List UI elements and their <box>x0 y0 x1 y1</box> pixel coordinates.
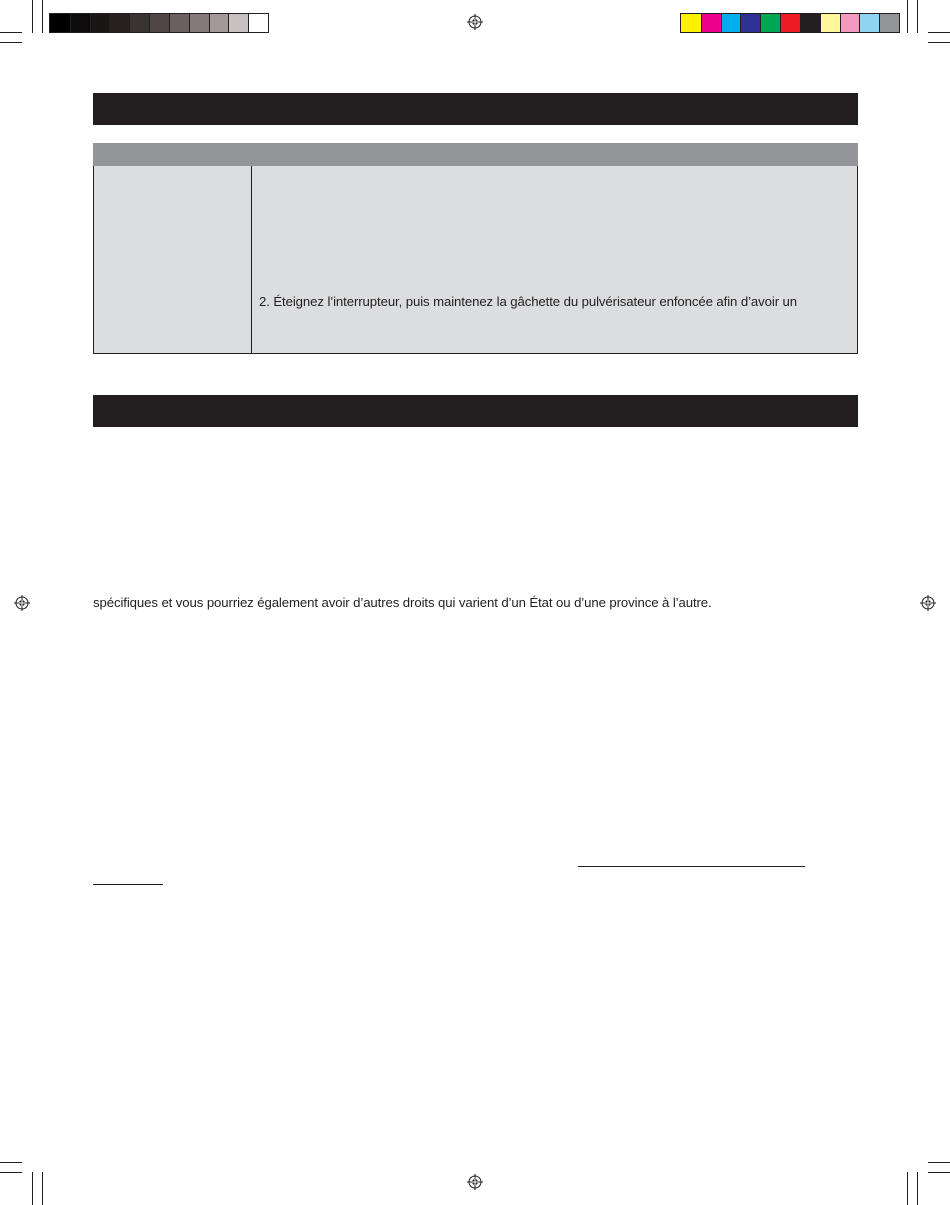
color-swatch <box>70 14 90 32</box>
color-swatch <box>90 14 110 32</box>
crop-mark <box>928 42 950 43</box>
color-swatch <box>209 14 229 32</box>
registration-target-icon <box>467 14 483 30</box>
crop-mark <box>0 42 22 43</box>
section-header-bar <box>93 93 858 125</box>
table-column-divider <box>251 166 252 353</box>
crop-mark <box>928 1172 950 1173</box>
crop-mark <box>917 0 918 33</box>
color-swatch <box>740 14 760 32</box>
link-underline[interactable] <box>93 884 163 885</box>
crop-mark <box>42 0 43 33</box>
troubleshooting-step-2: 2. Éteignez l’interrupteur, puis maintenez la gâchette du pulvérisateur enfoncée afin d’avoir un <box>259 294 798 309</box>
section-header-bar <box>93 395 858 427</box>
crop-mark <box>907 0 908 33</box>
troubleshooting-table <box>93 166 858 354</box>
crop-mark <box>0 1162 22 1163</box>
warranty-rights-text: spécifiques et vous pourriez également avoir d’autres droits qui varient d’un État ou d’une province à l’autre. <box>93 595 712 610</box>
crop-mark <box>0 1172 22 1173</box>
color-swatch <box>780 14 800 32</box>
color-swatch <box>879 14 899 32</box>
registration-target-icon <box>14 595 30 611</box>
registration-target-icon <box>920 595 936 611</box>
process-color-bar <box>680 13 900 33</box>
grayscale-color-bar <box>49 13 269 33</box>
color-swatch <box>721 14 741 32</box>
crop-mark <box>0 32 22 33</box>
crop-mark <box>928 32 950 33</box>
color-swatch <box>859 14 879 32</box>
registration-target-icon <box>467 1174 483 1190</box>
color-swatch <box>109 14 129 32</box>
color-swatch <box>129 14 149 32</box>
color-swatch <box>840 14 860 32</box>
crop-mark <box>32 0 33 33</box>
crop-mark <box>917 1172 918 1205</box>
color-swatch <box>228 14 248 32</box>
color-swatch <box>800 14 820 32</box>
color-swatch <box>701 14 721 32</box>
crop-mark <box>32 1172 33 1205</box>
link-underline[interactable] <box>578 866 805 867</box>
color-swatch <box>169 14 189 32</box>
color-swatch <box>149 14 169 32</box>
table-header-bar <box>93 143 858 166</box>
crop-mark <box>928 1162 950 1163</box>
color-swatch <box>820 14 840 32</box>
crop-mark <box>907 1172 908 1205</box>
color-swatch <box>50 14 70 32</box>
color-swatch <box>760 14 780 32</box>
color-swatch <box>189 14 209 32</box>
crop-mark <box>42 1172 43 1205</box>
color-swatch <box>248 14 268 32</box>
color-swatch <box>681 14 701 32</box>
